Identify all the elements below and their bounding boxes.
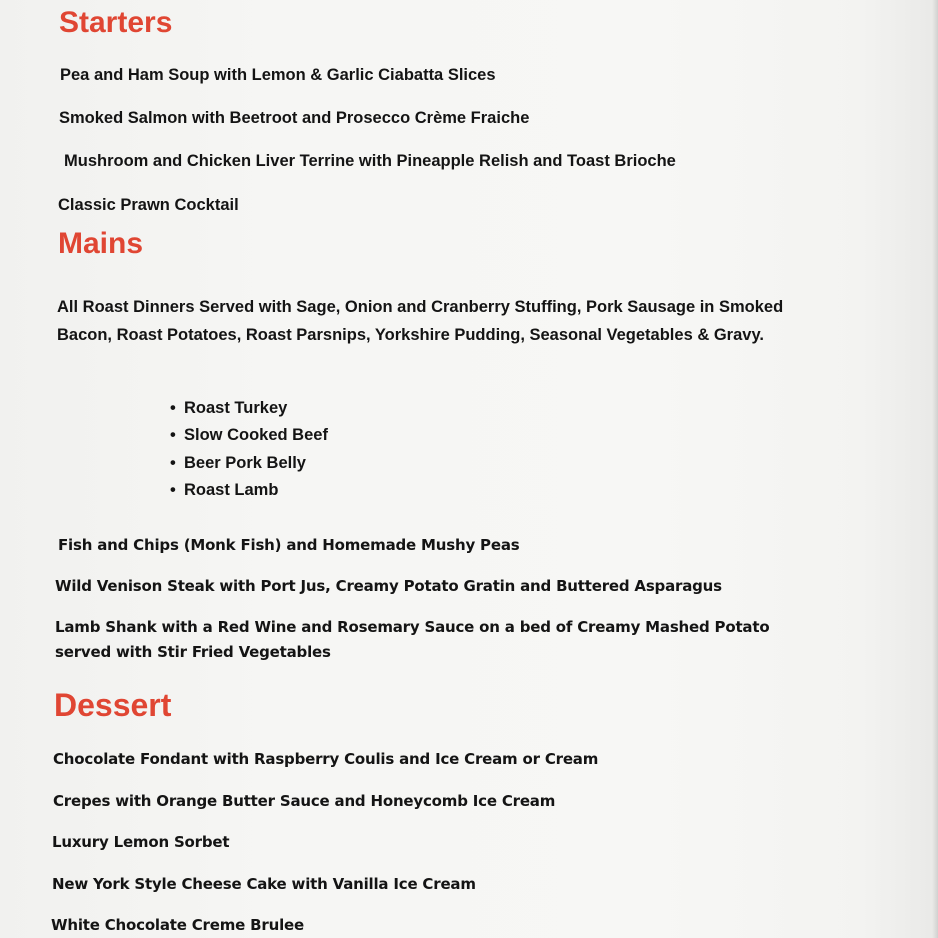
- bullet-icon: •: [170, 453, 176, 472]
- list-item: [170, 395, 328, 422]
- bullet-icon: •: [170, 480, 176, 499]
- roast-item-label: Roast Turkey: [184, 399, 288, 417]
- roast-list: [170, 395, 328, 504]
- page-edge-shadow: [932, 0, 938, 938]
- dessert-item: Luxury Lemon Sorbet: [52, 833, 230, 851]
- roast-item-label: Beer Pork Belly: [184, 453, 306, 472]
- dessert-heading: Dessert: [54, 687, 172, 723]
- list-item: [170, 422, 328, 449]
- roast-item-label: Roast Lamb: [184, 480, 279, 499]
- starter-item: Classic Prawn Cocktail: [58, 196, 239, 214]
- list-item: [170, 477, 328, 504]
- starter-item: Smoked Salmon with Beetroot and Prosecco Crème Fraiche: [59, 109, 530, 127]
- main-item: Lamb Shank with a Red Wine and Rosemary Sauce on a bed of Creamy Mashed Potato served with Stir Fried Vegetables: [55, 618, 770, 661]
- starter-item: Mushroom and Chicken Liver Terrine with Pineapple Relish and Toast Brioche: [64, 152, 676, 170]
- mains-intro: All Roast Dinners Served with Sage, Onion and Cranberry Stuffing, Pork Sausage in Smoked Bacon, Roast Potatoes, Roast Parsnips, Yorkshire Pudding, Seasonal Vegetables & Gravy.: [57, 298, 784, 344]
- starters-heading: Starters: [59, 6, 173, 39]
- dessert-item: New York Style Cheese Cake with Vanilla Ice Cream: [52, 875, 476, 893]
- dessert-item: White Chocolate Creme Brulee: [51, 916, 304, 934]
- bullet-icon: •: [170, 426, 176, 445]
- main-item: Wild Venison Steak with Port Jus, Creamy Potato Gratin and Buttered Asparagus: [55, 577, 722, 595]
- list-item: [170, 450, 328, 477]
- roast-item-label: Slow Cooked Beef: [184, 426, 328, 445]
- bullet-icon: •: [170, 399, 176, 417]
- starter-item: Pea and Ham Soup with Lemon & Garlic Ciabatta Slices: [60, 66, 496, 84]
- dessert-item: Chocolate Fondant with Raspberry Coulis and Ice Cream or Cream: [53, 750, 599, 768]
- dessert-item: Crepes with Orange Butter Sauce and Honeycomb Ice Cream: [53, 792, 556, 810]
- main-item: Fish and Chips (Monk Fish) and Homemade Mushy Peas: [58, 536, 520, 554]
- mains-heading: Mains: [58, 227, 144, 260]
